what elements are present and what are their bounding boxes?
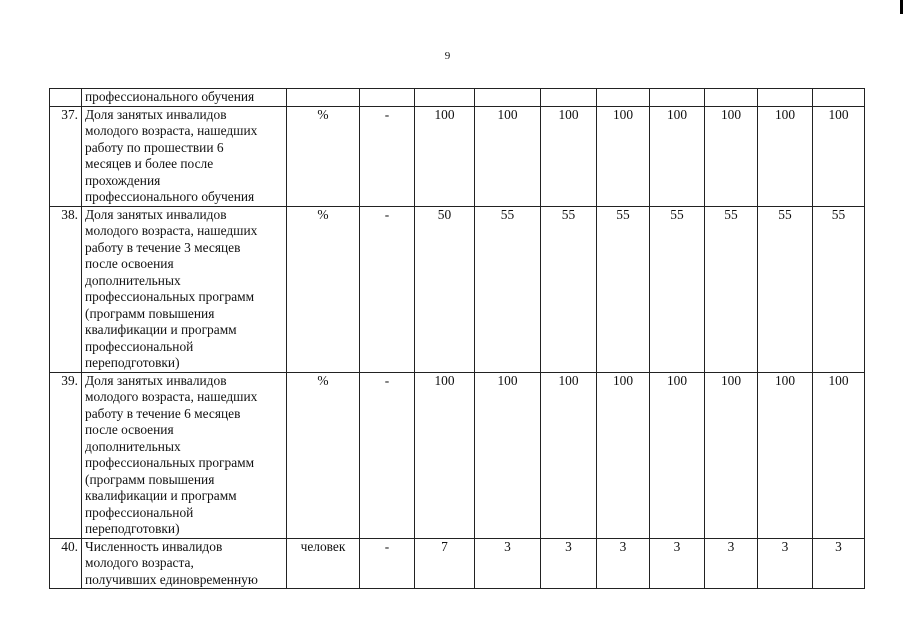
- unit-cell: %: [287, 206, 360, 372]
- year-value-cell: 100: [597, 106, 650, 206]
- table-row: [50, 372, 865, 538]
- year-value-cell: 100: [650, 372, 705, 538]
- indicator-name: [82, 538, 287, 589]
- year-value-cell: 55: [475, 206, 541, 372]
- year-value-cell: 3: [475, 538, 541, 589]
- year-value-cell: 3: [813, 538, 865, 589]
- base-value-cell: -: [360, 206, 415, 372]
- indicator-name-line: молодого возраста, нашедших: [85, 389, 258, 404]
- base-value-cell: -: [360, 372, 415, 538]
- year-value-cell: [541, 89, 597, 107]
- year-value-cell: [705, 89, 758, 107]
- year-value-cell: 3: [705, 538, 758, 589]
- year-value-cell: [415, 89, 475, 107]
- indicator-name-line: молодого возраста,: [85, 555, 194, 570]
- year-value-cell: 100: [415, 106, 475, 206]
- year-value-cell: 50: [415, 206, 475, 372]
- base-value-cell: [360, 89, 415, 107]
- year-value-cell: 100: [650, 106, 705, 206]
- table-row: [50, 106, 865, 206]
- indicator-name-line: работу в течение 6 месяцев: [85, 405, 241, 421]
- indicator-name-line: после освоения: [85, 256, 174, 271]
- indicator-name-line: (программ повышения: [85, 471, 215, 487]
- year-value-cell: 3: [597, 538, 650, 589]
- indicator-name-line: прохождения: [85, 172, 161, 188]
- indicator-name-line: молодого возраста, нашедших: [85, 123, 258, 138]
- year-value-cell: 100: [705, 372, 758, 538]
- year-value-cell: 3: [650, 538, 705, 589]
- indicator-name-line: профессиональных программ: [85, 289, 255, 304]
- row-number: 39.: [50, 372, 82, 538]
- year-value-cell: 100: [541, 372, 597, 538]
- table-row: [50, 538, 865, 589]
- year-value-cell: [597, 89, 650, 107]
- year-value-cell: 3: [541, 538, 597, 589]
- year-value-cell: 100: [758, 372, 813, 538]
- indicator-name-line: профессиональной: [85, 338, 194, 354]
- indicator-name-line: квалификации и программ: [85, 322, 237, 337]
- indicator-name-line: после освоения: [85, 422, 174, 437]
- base-value-cell: -: [360, 538, 415, 589]
- indicator-name-line: дополнительных: [85, 438, 181, 454]
- indicator-name-line: профессионального обучения: [85, 89, 255, 104]
- unit-cell: человек: [287, 538, 360, 589]
- page-number: 9: [444, 50, 451, 62]
- year-value-cell: 55: [650, 206, 705, 372]
- year-value-cell: [813, 89, 865, 107]
- indicator-name-line: получивших единовременную: [85, 571, 258, 587]
- indicator-name-line: работу в течение 3 месяцев: [85, 239, 241, 255]
- indicator-name: [82, 89, 287, 107]
- indicator-name: [82, 106, 287, 206]
- year-value-cell: 55: [597, 206, 650, 372]
- year-value-cell: 55: [813, 206, 865, 372]
- indicator-name-line: дополнительных: [85, 272, 181, 288]
- unit-cell: %: [287, 106, 360, 206]
- year-value-cell: 100: [813, 372, 865, 538]
- indicators-table: [49, 88, 865, 589]
- row-number: [50, 89, 82, 107]
- year-value-cell: 3: [758, 538, 813, 589]
- scan-edge-mark: [900, 0, 903, 14]
- year-value-cell: 100: [541, 106, 597, 206]
- indicator-name-line: профессиональной: [85, 504, 194, 520]
- indicator-name-line: переподготовки): [85, 521, 180, 536]
- indicator-name-line: Доля занятых инвалидов: [85, 106, 227, 122]
- year-value-cell: [475, 89, 541, 107]
- indicator-name-line: профессиональных программ: [85, 455, 255, 470]
- indicator-name-line: Доля занятых инвалидов: [85, 206, 227, 222]
- year-value-cell: 100: [475, 106, 541, 206]
- year-value-cell: 100: [813, 106, 865, 206]
- year-value-cell: [758, 89, 813, 107]
- indicator-name-line: Доля занятых инвалидов: [85, 372, 227, 388]
- year-value-cell: 100: [758, 106, 813, 206]
- base-value-cell: -: [360, 106, 415, 206]
- year-value-cell: 55: [705, 206, 758, 372]
- indicator-name-line: Численность инвалидов: [85, 538, 223, 554]
- year-value-cell: 100: [415, 372, 475, 538]
- year-value-cell: 55: [541, 206, 597, 372]
- year-value-cell: 100: [475, 372, 541, 538]
- indicator-name-line: молодого возраста, нашедших: [85, 223, 258, 238]
- year-value-cell: [650, 89, 705, 107]
- unit-cell: %: [287, 372, 360, 538]
- unit-cell: [287, 89, 360, 107]
- year-value-cell: 55: [758, 206, 813, 372]
- indicator-name-line: работу по прошествии 6: [85, 139, 224, 155]
- indicator-name-line: (программ повышения: [85, 305, 215, 321]
- indicator-name-line: месяцев и более после: [85, 156, 214, 171]
- indicator-name-line: профессионального обучения: [85, 189, 255, 204]
- row-number: 40.: [50, 538, 82, 589]
- table-row: [50, 89, 865, 107]
- year-value-cell: 100: [705, 106, 758, 206]
- indicator-name: [82, 372, 287, 538]
- row-number: 38.: [50, 206, 82, 372]
- year-value-cell: 7: [415, 538, 475, 589]
- table-row: [50, 206, 865, 372]
- indicator-name-line: квалификации и программ: [85, 488, 237, 503]
- year-value-cell: 100: [597, 372, 650, 538]
- row-number: 37.: [50, 106, 82, 206]
- indicator-name-line: переподготовки): [85, 355, 180, 370]
- indicator-name: [82, 206, 287, 372]
